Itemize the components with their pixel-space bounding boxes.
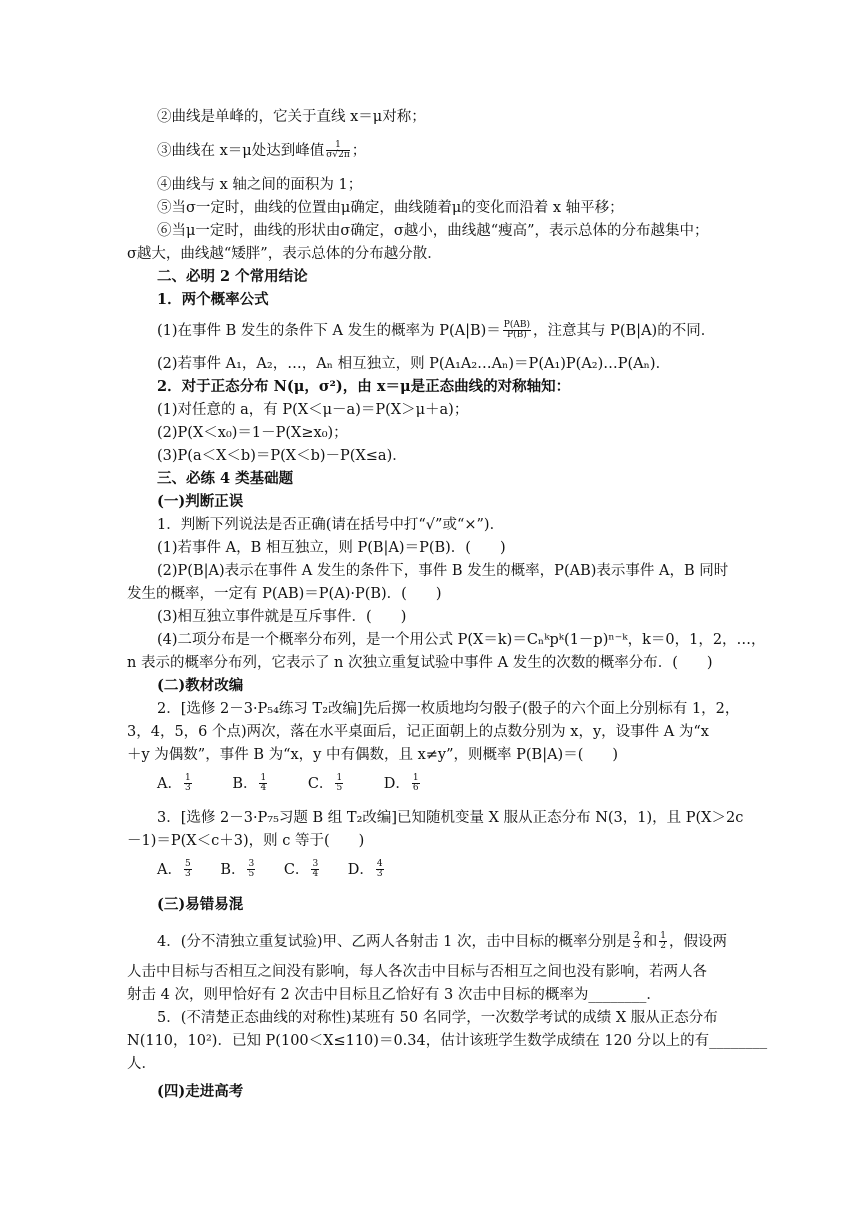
peak-fraction: $\frac{1}{\sigma√2\pi}$ [326,140,350,161]
probability-fraction-b: $\frac{1}{2}$ [660,931,666,952]
option-d: D． $\frac{4}{3}$ [347,859,383,880]
property-5: ⑤当σ一定时，曲线的位置由μ确定，曲线随着μ的变化而沿着 x 轴平移； [157,200,624,216]
option-b: B． $\frac{1}{4}$ [232,773,267,794]
part-2-heading: (二)教材改编 [157,677,244,694]
question-4-line2: 人击中目标与否相互之间没有影响，每人各次击中目标与否相互之间也没有影响，若两人各 [127,964,707,980]
question-1-item-1: (1)若事件 A，B 相互独立，则 P(B|A)＝P(B)．( ) [157,540,506,556]
question-4-line3: 射击 4 次，则甲恰好有 2 次击中目标且乙恰好有 3 次击中目标的概率为________． [127,987,661,1003]
option-a: A． $\frac{1}{3}$ [157,773,191,794]
normal-rule-1: (1)对任意的 a，有 P(X＜μ－a)＝P(X＞μ＋a)； [157,402,469,418]
property-2: ②曲线是单峰的，它关于直线 x＝μ对称； [157,109,426,125]
formula-1: (1)在事件 B 发生的条件下 A 发生的概率为 P(A|B)＝ $\frac{P(AB)}{P(B)}$ ，注意其与 P(B|A)的不同． [157,320,716,341]
question-1: 1．判断下列说法是否正确(请在括号中打“√”或“×”)． [157,517,505,533]
option-c: C． $\frac{3}{4}$ [283,859,319,880]
subheading-normal: 2．对于正态分布 N(μ，σ²)，由 x＝μ是正态曲线的对称轴知： [157,378,571,395]
subheading-formulas: 1．两个概率公式 [157,291,269,308]
question-5-line3: 人． [127,1056,156,1072]
part-4-heading: (四)走进高考 [157,1083,244,1100]
part-1-heading: (一)判断正误 [157,493,244,510]
property-3-text: ③曲线在 x＝μ处达到峰值 [157,142,325,159]
option-d: D． $\frac{1}{6}$ [383,773,419,794]
question-1-item-4-line1: (4)二项分布是一个概率分布列，是一个用公式 P(X＝k)＝Cₙᵏpᵏ(1－p)ⁿ⁻ᵏ，k＝0，1，2，…， [157,632,766,648]
question-2-line1: 2．[选修 2－3·P₅₄练习 T₂改编]先后掷一枚质地均匀骰子(骰子的六个面上分别标有 1，2， [157,701,740,717]
section-3-heading: 三、必练 4 类基础题 [157,470,294,487]
question-3-line1: 3．[选修 2－3·P₇₅习题 B 组 T₂改编]已知随机变量 X 服从正态分布 N(3，1)，且 P(X＞2c [157,810,744,826]
formula-2: (2)若事件 A₁，A₂，…，Aₙ 相互独立，则 P(A₁A₂…Aₙ)＝P(A₁)P(A₂)…P(Aₙ)． [157,356,671,372]
question-2-line3: ＋y 为偶数”，事件 B 为“x，y 中有偶数，且 x≠y”，则概率 P(B|A)＝( ) [127,747,619,763]
property-6-line2: σ越大，曲线越“矮胖”，表示总体的分布越分散． [127,246,442,262]
question-2-options [157,774,456,794]
question-1-item-4-line2: n 表示的概率分布列，它表示了 n 次独立重复试验中事件 A 发生的次数的概率分布．( ) [127,655,713,671]
question-5-line1: 5．(不清楚正态曲线的对称性)某班有 50 名同学，一次数学考试的成绩 X 服从正态分布 [157,1010,718,1026]
property-6-line1: ⑥当μ一定时，曲线的形状由σ确定，σ越小，曲线越“瘦高”，表示总体的分布越集中； [157,223,709,239]
probability-fraction-a: $\frac{2}{3}$ [633,931,640,952]
option-c: C． $\frac{1}{5}$ [307,773,343,794]
normal-rule-2: (2)P(X＜x₀)＝1－P(X≥x₀)； [157,425,348,441]
option-a: A． $\frac{5}{3}$ [157,859,191,880]
conditional-fraction: $\frac{P(AB)}{P(B)}$ [503,320,530,341]
question-1-item-3: (3)相互独立事件就是互斥事件．( ) [157,609,407,625]
question-4-line1: 4．(分不清独立重复试验)甲、乙两人各射击 1 次，击中目标的概率分别是 $\frac{2}{3}$ 和 $\frac{1}{2}$ ，假设两 [157,931,727,952]
question-3-options [157,860,408,880]
property-4: ④曲线与 x 轴之间的面积为 1； [157,177,363,193]
question-1-item-2-line1: (2)P(B|A)表示在事件 A 发生的条件下，事件 B 发生的概率，P(AB)表示事件 A，B 同时 [157,563,729,579]
section-2-heading: 二、必明 2 个常用结论 [157,268,308,285]
question-5-line2: N(110，10²)．已知 P(100＜X≤110)＝0.34，估计该班学生数学成绩在 120 分以上的有________ [127,1033,768,1049]
question-3-line2: －1)＝P(X＜c＋3)，则 c 等于( ) [127,833,365,849]
option-b: B． $\frac{3}{5}$ [220,859,255,880]
question-2-line2: 3，4，5，6 个点)两次，落在水平桌面后，记正面朝上的点数分别为 x，y，设事件 A 为“x [127,724,709,740]
normal-rule-3: (3)P(a＜X＜b)＝P(X＜b)－P(X≤a)． [157,448,407,464]
question-1-item-2-line2: 发生的概率，一定有 P(AB)＝P(A)·P(B)．( ) [127,586,442,602]
property-3: ③曲线在 x＝μ处达到峰值 $\frac{1}{\sigma√2\pi}$ ； [157,140,367,161]
part-3-heading: (三)易错易混 [157,896,244,913]
